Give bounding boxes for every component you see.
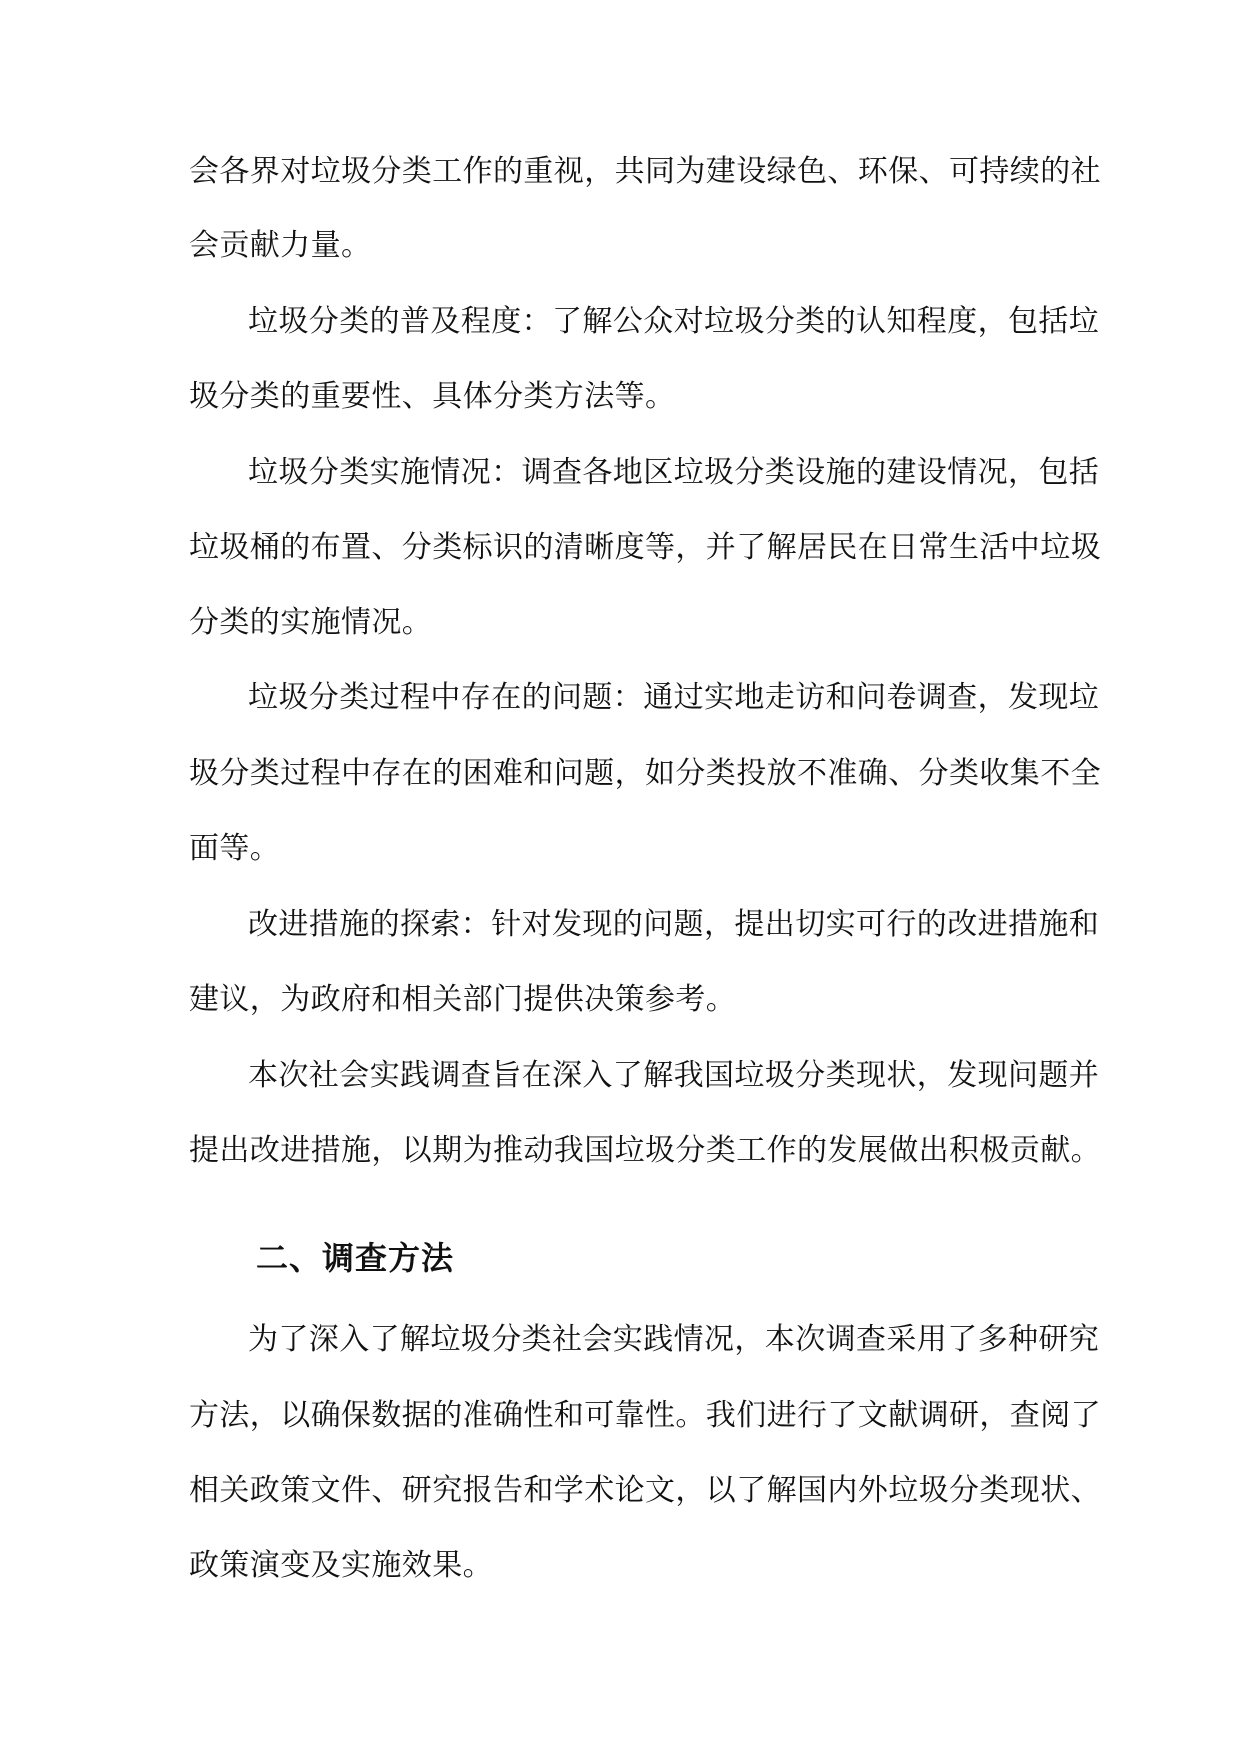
paragraph-line: 会各界对垃圾分类工作的重视，共同为建设绿色、环保、可持续的社 (189, 154, 1101, 189)
paragraph-line: 面等。 (189, 831, 281, 866)
section-heading: 二、调查方法 (256, 1239, 455, 1277)
paragraph-line: 垃圾分类实施情况：调查各地区垃圾分类设施的建设情况，包括 (248, 455, 1100, 490)
paragraph-line: 圾分类过程中存在的困难和问题，如分类投放不准确、分类收集不全 (189, 756, 1101, 791)
paragraph-line: 垃圾分类的普及程度：了解公众对垃圾分类的认知程度，包括垃 (248, 304, 1100, 339)
paragraph-line: 垃圾桶的布置、分类标识的清晰度等，并了解居民在日常生活中垃圾 (189, 530, 1101, 565)
paragraph-line: 分类的实施情况。 (189, 605, 433, 640)
paragraph-line: 圾分类的重要性、具体分类方法等。 (189, 379, 676, 414)
paragraph-line: 改进措施的探索：针对发现的问题，提出切实可行的改进措施和 (248, 907, 1100, 942)
paragraph-line: 建议，为政府和相关部门提供决策参考。 (189, 982, 737, 1017)
paragraph-line: 方法，以确保数据的准确性和可靠性。我们进行了文献调研，查阅了 (189, 1398, 1101, 1433)
paragraph-line: 垃圾分类过程中存在的问题：通过实地走访和问卷调查，发现垃 (248, 680, 1100, 715)
paragraph-line: 政策演变及实施效果。 (189, 1548, 493, 1583)
paragraph-line: 相关政策文件、研究报告和学术论文，以了解国内外垃圾分类现状、 (189, 1473, 1101, 1508)
paragraph-line: 会贡献力量。 (189, 228, 372, 263)
paragraph-line: 提出改进措施，以期为推动我国垃圾分类工作的发展做出积极贡献。 (189, 1133, 1101, 1168)
paragraph-line: 为了深入了解垃圾分类社会实践情况，本次调查采用了多种研究 (248, 1322, 1100, 1357)
paragraph-line: 本次社会实践调查旨在深入了解我国垃圾分类现状，发现问题并 (248, 1058, 1100, 1093)
